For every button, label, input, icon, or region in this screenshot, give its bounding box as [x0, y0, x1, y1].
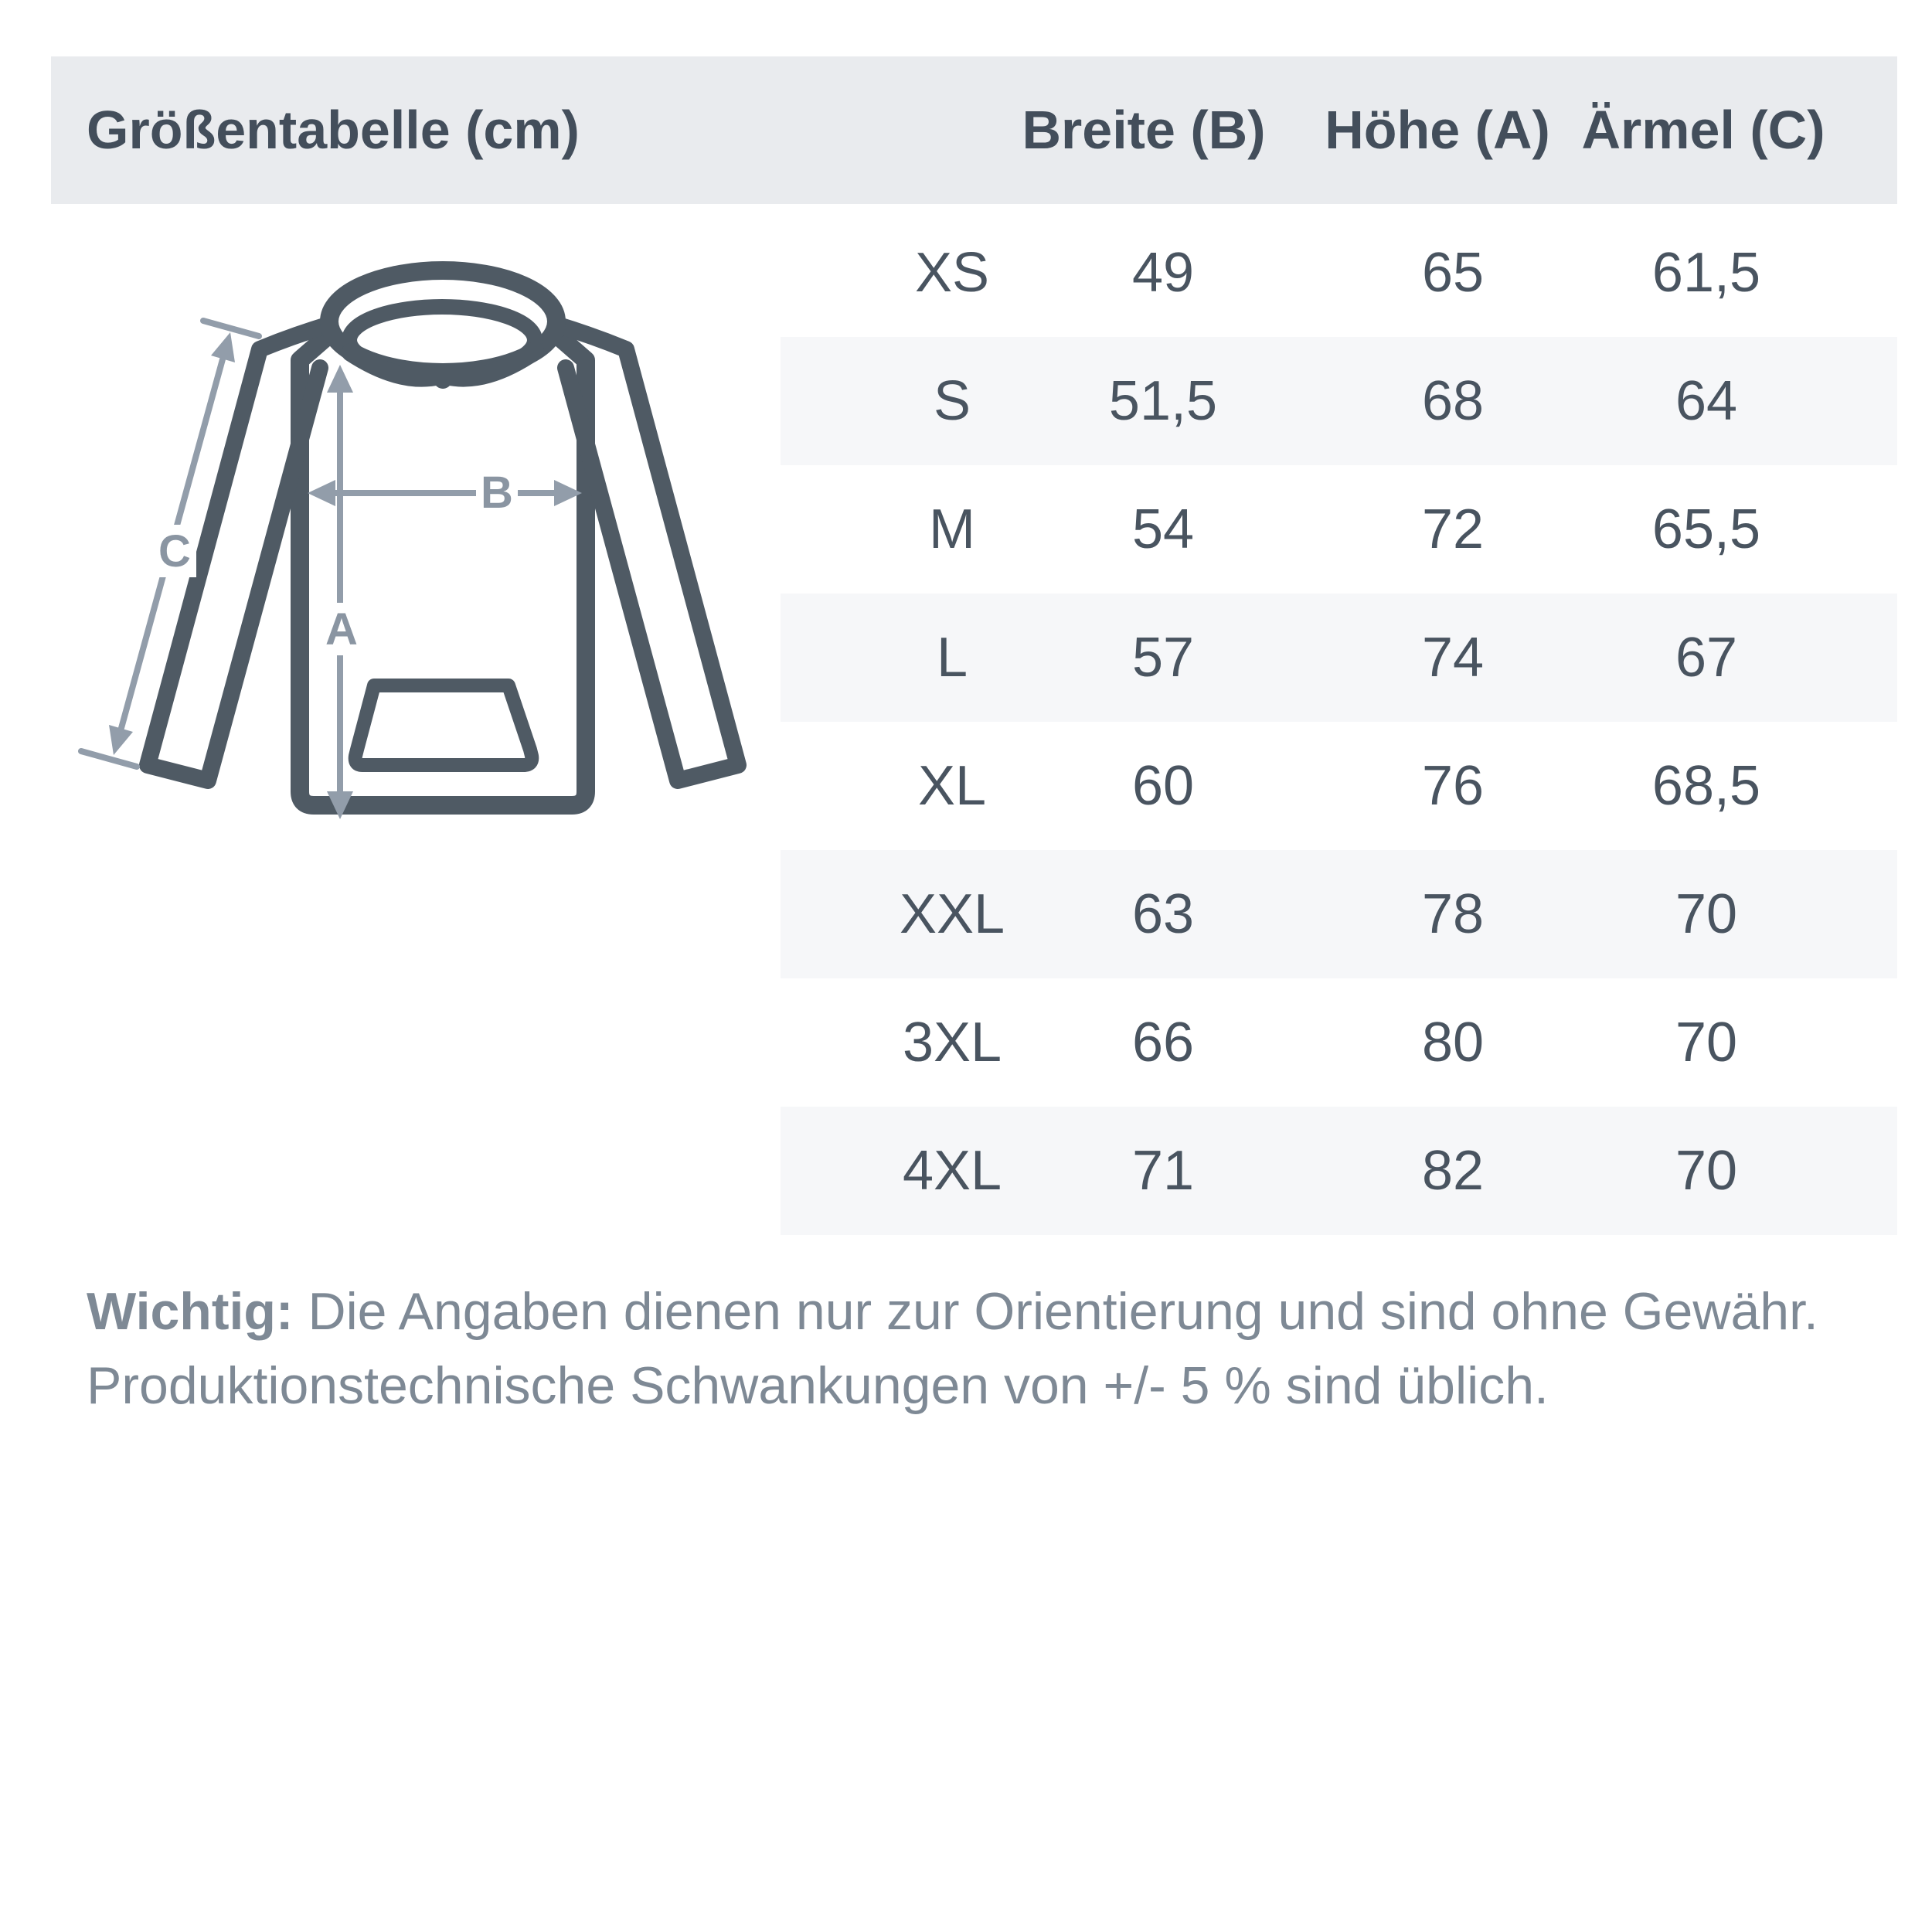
hoehe-value: 65: [1421, 242, 1485, 304]
aermel-value: 61,5: [1651, 242, 1761, 304]
size-label: XXL: [899, 883, 1005, 945]
size-label: XL: [917, 755, 987, 817]
breite-value: 57: [1131, 627, 1195, 689]
disclaimer-line-2: Produktionstechnische Schwankungen von +/- 5 % sind üblich.: [87, 1356, 1549, 1415]
table-row-xxl: [781, 850, 1897, 978]
hoodie-measurement-diagram: [62, 216, 796, 912]
hoehe-value: 74: [1421, 627, 1485, 689]
table-row-4xl: [781, 1107, 1897, 1235]
column-header-breite: Breite (B): [1022, 100, 1266, 160]
table-row-l: [781, 594, 1897, 722]
breite-value: 71: [1131, 1140, 1195, 1202]
height-arrow-a: [327, 365, 353, 819]
hoehe-value: 78: [1421, 883, 1485, 945]
hoodie-outline: [148, 270, 738, 805]
disclaimer-prefix: Wichtig:: [87, 1282, 294, 1341]
hoehe-value: 72: [1421, 498, 1485, 560]
aermel-value: 64: [1675, 370, 1738, 432]
breite-value: 66: [1131, 1012, 1195, 1073]
label-c: C: [158, 526, 191, 577]
breite-value: 54: [1131, 498, 1195, 560]
hoehe-value: 76: [1421, 755, 1485, 817]
aermel-value: 65,5: [1651, 498, 1761, 560]
aermel-value: 70: [1675, 1140, 1738, 1202]
hoehe-value: 80: [1421, 1012, 1485, 1073]
aermel-value: 67: [1675, 627, 1738, 689]
table-row-xs: [781, 209, 1897, 337]
breite-value: 51,5: [1108, 370, 1218, 432]
disclaimer-text-1: Die Angaben dienen nur zur Orientierung und sind ohne Gewähr.: [293, 1282, 1818, 1341]
column-header-aermel: Ärmel (C): [1581, 100, 1825, 160]
table-row-s: [781, 337, 1897, 465]
breite-value: 63: [1131, 883, 1195, 945]
table-row-xl: [781, 722, 1897, 850]
breite-value: 60: [1131, 755, 1195, 817]
aermel-value: 70: [1675, 883, 1738, 945]
size-label: L: [936, 627, 968, 689]
size-label: M: [929, 498, 975, 560]
label-a: A: [325, 604, 358, 655]
aermel-value: 68,5: [1651, 755, 1761, 817]
table-row-3xl: [781, 978, 1897, 1107]
kangaroo-pocket: [355, 685, 532, 765]
width-arrow-b: [308, 480, 582, 506]
disclaimer-note: [87, 1274, 1887, 1423]
column-header-hoehe: Höhe (A): [1325, 100, 1550, 160]
size-label: 4XL: [902, 1140, 1002, 1202]
disclaimer-line-1: [87, 1274, 1887, 1349]
label-b: B: [481, 468, 513, 518]
size-table: [781, 209, 1897, 1235]
table-row-m: [781, 465, 1897, 594]
size-label: 3XL: [902, 1012, 1002, 1073]
size-label: S: [933, 370, 971, 432]
hoehe-value: 68: [1421, 370, 1485, 432]
hoehe-value: 82: [1421, 1140, 1485, 1202]
aermel-value: 70: [1675, 1012, 1738, 1073]
breite-value: 49: [1131, 242, 1195, 304]
table-title: Größentabelle (cm): [87, 100, 580, 160]
size-label: XS: [914, 242, 990, 304]
size-table-header: [51, 56, 1897, 204]
